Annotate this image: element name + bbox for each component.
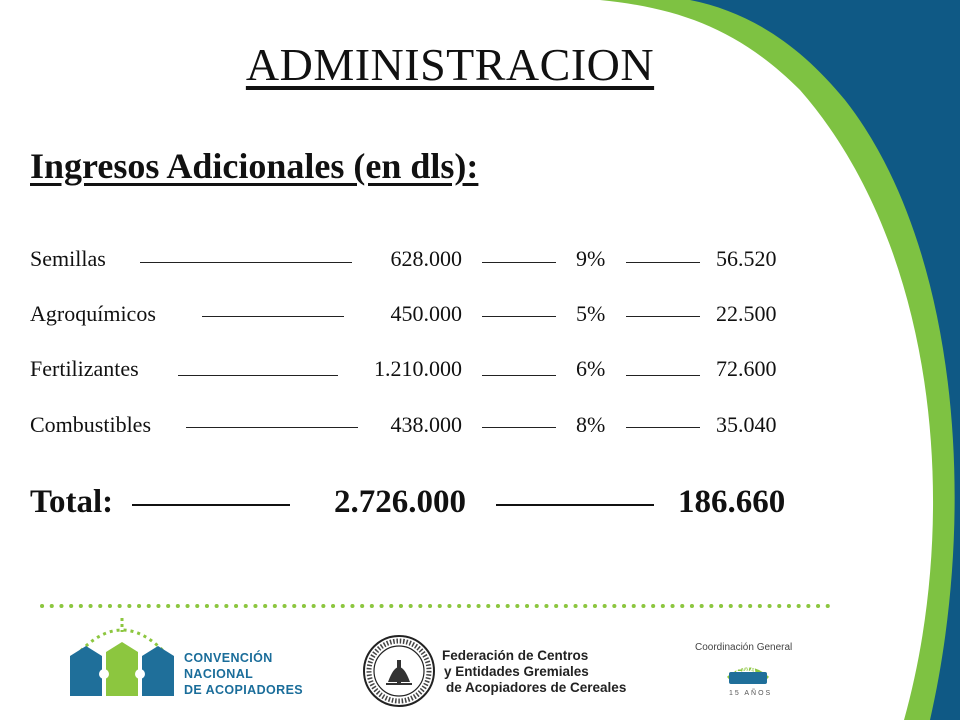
- row-percent: 8%: [576, 412, 606, 437]
- row-percent: 9%: [576, 246, 606, 271]
- convencion-line2: NACIONAL: [184, 667, 254, 681]
- total-result: 186.660: [678, 484, 786, 520]
- federacion-line1: Federación de Centros: [442, 648, 589, 663]
- coordinacion-label: Coordinación General: [695, 642, 793, 653]
- leader-line: [482, 375, 556, 376]
- row-amount: 628.000: [390, 246, 462, 271]
- row-amount: 1.210.000: [374, 356, 462, 381]
- convencion-line3: DE ACOPIADORES: [184, 683, 304, 697]
- silo-logo-icon: [64, 616, 180, 698]
- leader-line: [626, 427, 700, 428]
- leader-line: [482, 316, 556, 317]
- row-amount: 450.000: [390, 301, 462, 326]
- federacion-logo-text: [442, 648, 626, 696]
- row-label: Agroquímicos: [30, 301, 156, 326]
- page-title: ADMINISTRACION: [245, 39, 655, 90]
- leader-line: [140, 262, 352, 263]
- leader-line: [132, 504, 290, 506]
- total-label: Total:: [30, 484, 114, 520]
- leader-line: [482, 427, 556, 428]
- leader-line: [202, 316, 344, 317]
- footer-logos: [0, 590, 960, 720]
- row-result: 72.600: [716, 356, 777, 381]
- row-result: 56.520: [716, 246, 777, 271]
- row-amount: 438.000: [390, 412, 462, 437]
- federacion-seal-icon: [362, 634, 436, 708]
- sema-years: 15 AÑOS: [729, 690, 773, 697]
- row-result: 35.040: [716, 412, 777, 437]
- row-percent: 5%: [576, 301, 606, 326]
- leader-line: [626, 262, 700, 263]
- sema-brand: SEMA: [730, 664, 757, 674]
- row-label: Fertilizantes: [30, 356, 139, 381]
- convencion-logo-text: [184, 650, 303, 698]
- leader-line: [496, 504, 654, 506]
- total-amount: 2.726.000: [334, 484, 466, 520]
- leader-line: [626, 375, 700, 376]
- row-percent: 6%: [576, 356, 606, 381]
- convencion-line1: CONVENCIÓN: [184, 651, 273, 665]
- leader-line: [626, 316, 700, 317]
- leader-line: [186, 427, 358, 428]
- row-result: 22.500: [716, 301, 777, 326]
- leader-line: [482, 262, 556, 263]
- row-label: Semillas: [30, 246, 106, 271]
- row-label: Combustibles: [30, 412, 152, 437]
- section-subtitle: Ingresos Adicionales (en dls):: [30, 146, 479, 186]
- federacion-line3: de Acopiadores de Cereales: [446, 680, 627, 695]
- leader-line: [178, 375, 338, 376]
- federacion-line2: y Entidades Gremiales: [444, 664, 589, 679]
